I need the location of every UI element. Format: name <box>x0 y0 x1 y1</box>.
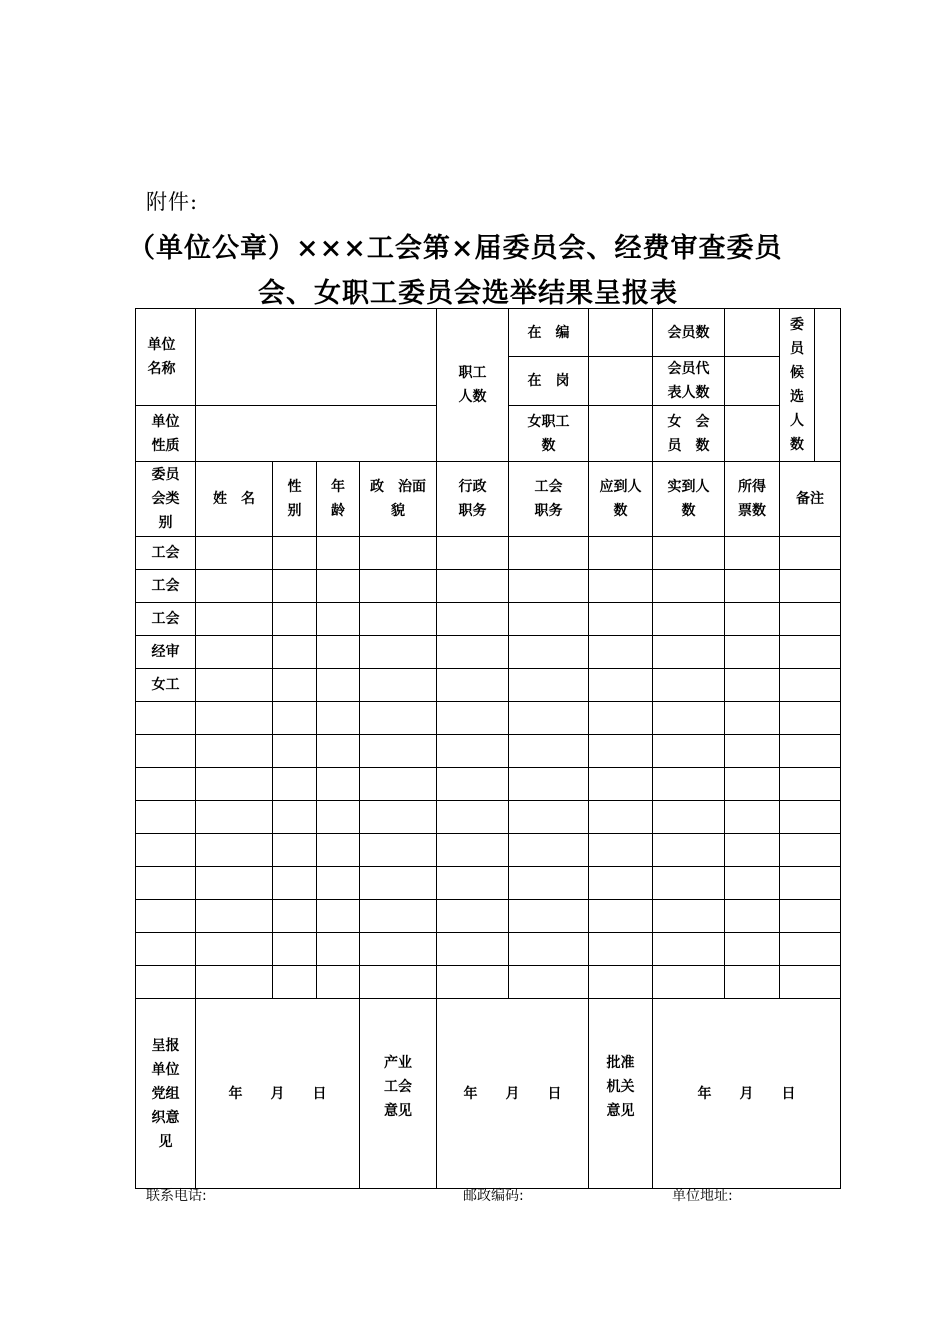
age-cell[interactable] <box>317 537 360 570</box>
gender-cell[interactable] <box>273 966 317 999</box>
unit-nature-field[interactable] <box>196 406 437 462</box>
member-count-field[interactable] <box>725 309 780 357</box>
gender-cell[interactable] <box>273 702 317 735</box>
attended-cell[interactable] <box>653 636 725 669</box>
form-title-line-2: 会、女职工委员会选举结果呈报表 <box>258 278 678 309</box>
votes-cell[interactable] <box>725 768 780 801</box>
political-cell[interactable] <box>360 834 437 867</box>
votes-cell[interactable] <box>725 702 780 735</box>
female-staff-field[interactable] <box>589 406 653 462</box>
remarks-cell[interactable] <box>780 768 841 801</box>
admin-post-cell[interactable] <box>437 834 509 867</box>
political-cell[interactable] <box>360 669 437 702</box>
votes-cell[interactable] <box>725 834 780 867</box>
admin-post-cell[interactable] <box>437 735 509 768</box>
table-row <box>136 702 841 735</box>
expected-cell[interactable] <box>589 702 653 735</box>
remarks-cell[interactable] <box>780 801 841 834</box>
committee-type-cell <box>136 900 196 933</box>
table-row <box>136 801 841 834</box>
admin-post-cell[interactable] <box>437 603 509 636</box>
approval-org-opinion-label: 批准机关意见 <box>589 999 653 1189</box>
union-post-cell[interactable] <box>509 702 589 735</box>
col-remarks: 备注 <box>780 462 841 537</box>
expected-cell[interactable] <box>589 669 653 702</box>
remarks-cell[interactable] <box>780 669 841 702</box>
votes-cell[interactable] <box>725 801 780 834</box>
political-cell[interactable] <box>360 702 437 735</box>
remarks-cell[interactable] <box>780 933 841 966</box>
committee-type-cell <box>136 867 196 900</box>
expected-cell[interactable] <box>589 636 653 669</box>
votes-cell[interactable] <box>725 570 780 603</box>
admin-post-cell[interactable] <box>437 669 509 702</box>
expected-cell[interactable] <box>589 735 653 768</box>
on-payroll-label: 在 编 <box>509 309 589 357</box>
gender-cell[interactable] <box>273 768 317 801</box>
name-cell[interactable] <box>196 603 273 636</box>
female-member-count-field[interactable] <box>725 406 780 462</box>
on-duty-label: 在 岗 <box>509 357 589 406</box>
gender-cell[interactable] <box>273 900 317 933</box>
attended-cell[interactable] <box>653 966 725 999</box>
admin-post-cell[interactable] <box>437 966 509 999</box>
political-cell[interactable] <box>360 900 437 933</box>
name-cell[interactable] <box>196 570 273 603</box>
table-row <box>136 603 841 636</box>
gender-cell[interactable] <box>273 537 317 570</box>
votes-cell[interactable] <box>725 966 780 999</box>
age-cell[interactable] <box>317 702 360 735</box>
col-political: 政 治面 貌 <box>360 462 437 537</box>
approval-org-date: 年 月 日 <box>697 1085 796 1102</box>
age-cell[interactable] <box>317 603 360 636</box>
name-cell[interactable] <box>196 636 273 669</box>
committee-type-cell: 女工 <box>136 669 196 702</box>
expected-cell[interactable] <box>589 867 653 900</box>
table-row <box>136 867 841 900</box>
admin-post-cell[interactable] <box>437 900 509 933</box>
candidate-count-label: 委员候选人数 <box>780 309 815 462</box>
contact-phone-label: 联系电话: <box>146 1188 207 1204</box>
female-staff-label: 女职工数 <box>509 406 589 462</box>
expected-cell[interactable] <box>589 966 653 999</box>
industry-union-opinion-label: 产业工会意见 <box>360 999 437 1189</box>
member-rep-count-label: 会员代表人数 <box>653 357 725 406</box>
table-row <box>136 636 841 669</box>
committee-type-cell <box>136 735 196 768</box>
party-org-date: 年 月 日 <box>228 1085 327 1102</box>
col-age: 年龄 <box>317 462 360 537</box>
female-member-count-label: 女 会 员 数 <box>653 406 725 462</box>
political-cell[interactable] <box>360 636 437 669</box>
table-row <box>136 768 841 801</box>
attended-cell[interactable] <box>653 933 725 966</box>
unit-name-label: 单位名称 <box>136 309 196 406</box>
committee-type-cell <box>136 801 196 834</box>
expected-cell[interactable] <box>589 834 653 867</box>
attended-cell[interactable] <box>653 900 725 933</box>
remarks-cell[interactable] <box>780 834 841 867</box>
attachment-label: 附件: <box>146 190 199 214</box>
gender-cell[interactable] <box>273 636 317 669</box>
committee-type-cell: 工会 <box>136 570 196 603</box>
gender-cell[interactable] <box>273 735 317 768</box>
name-cell[interactable] <box>196 669 273 702</box>
name-cell[interactable] <box>196 801 273 834</box>
political-cell[interactable] <box>360 603 437 636</box>
attended-cell[interactable] <box>653 735 725 768</box>
union-post-cell[interactable] <box>509 570 589 603</box>
votes-cell[interactable] <box>725 933 780 966</box>
member-count-label: 会员数 <box>653 309 725 357</box>
name-cell[interactable] <box>196 768 273 801</box>
union-post-cell[interactable] <box>509 669 589 702</box>
attended-cell[interactable] <box>653 603 725 636</box>
admin-post-cell[interactable] <box>437 768 509 801</box>
postcode-label: 邮政编码: <box>463 1188 524 1204</box>
unit-name-field[interactable] <box>196 309 437 406</box>
industry-union-opinion-field[interactable] <box>437 999 589 1189</box>
col-admin-post: 行政职务 <box>437 462 509 537</box>
committee-type-cell <box>136 702 196 735</box>
col-gender: 性别 <box>273 462 317 537</box>
name-cell[interactable] <box>196 900 273 933</box>
political-cell[interactable] <box>360 867 437 900</box>
age-cell[interactable] <box>317 768 360 801</box>
attended-cell[interactable] <box>653 702 725 735</box>
age-cell[interactable] <box>317 636 360 669</box>
union-post-cell[interactable] <box>509 966 589 999</box>
age-cell[interactable] <box>317 834 360 867</box>
admin-post-cell[interactable] <box>437 933 509 966</box>
industry-union-date: 年 月 日 <box>463 1085 562 1102</box>
candidate-count-field[interactable] <box>815 309 841 462</box>
name-cell[interactable] <box>196 933 273 966</box>
admin-post-cell[interactable] <box>437 867 509 900</box>
on-payroll-field[interactable] <box>589 309 653 357</box>
remarks-cell[interactable] <box>780 537 841 570</box>
table-row <box>136 933 841 966</box>
union-post-cell[interactable] <box>509 537 589 570</box>
committee-type-cell <box>136 834 196 867</box>
unit-nature-label: 单位性质 <box>136 406 196 462</box>
union-post-cell[interactable] <box>509 603 589 636</box>
political-cell[interactable] <box>360 570 437 603</box>
committee-type-cell: 工会 <box>136 537 196 570</box>
votes-cell[interactable] <box>725 867 780 900</box>
remarks-cell[interactable] <box>780 702 841 735</box>
member-rep-count-field[interactable] <box>725 357 780 406</box>
admin-post-cell[interactable] <box>437 702 509 735</box>
political-cell[interactable] <box>360 735 437 768</box>
committee-type-cell <box>136 933 196 966</box>
expected-cell[interactable] <box>589 768 653 801</box>
name-cell[interactable] <box>196 834 273 867</box>
table-row <box>136 537 841 570</box>
votes-cell[interactable] <box>725 669 780 702</box>
party-org-opinion-label: 呈报单位党组织意见 <box>136 999 196 1189</box>
political-cell[interactable] <box>360 933 437 966</box>
expected-cell[interactable] <box>589 603 653 636</box>
expected-cell[interactable] <box>589 537 653 570</box>
table-row <box>136 735 841 768</box>
gender-cell[interactable] <box>273 570 317 603</box>
remarks-cell[interactable] <box>780 735 841 768</box>
table-row <box>136 570 841 603</box>
votes-cell[interactable] <box>725 603 780 636</box>
party-org-opinion-field[interactable] <box>196 999 360 1189</box>
table-row <box>136 900 841 933</box>
remarks-cell[interactable] <box>780 570 841 603</box>
political-cell[interactable] <box>360 537 437 570</box>
admin-post-cell[interactable] <box>437 570 509 603</box>
attended-cell[interactable] <box>653 537 725 570</box>
age-cell[interactable] <box>317 933 360 966</box>
gender-cell[interactable] <box>273 801 317 834</box>
table-row <box>136 966 841 999</box>
political-cell[interactable] <box>360 801 437 834</box>
admin-post-cell[interactable] <box>437 801 509 834</box>
gender-cell[interactable] <box>273 867 317 900</box>
political-cell[interactable] <box>360 768 437 801</box>
name-cell[interactable] <box>196 735 273 768</box>
age-cell[interactable] <box>317 570 360 603</box>
committee-type-cell <box>136 966 196 999</box>
attended-cell[interactable] <box>653 801 725 834</box>
col-votes: 所得票数 <box>725 462 780 537</box>
col-union-post: 工会职务 <box>509 462 589 537</box>
age-cell[interactable] <box>317 867 360 900</box>
votes-cell[interactable] <box>725 900 780 933</box>
table-row <box>136 834 841 867</box>
election-report-table <box>135 308 841 1189</box>
gender-cell[interactable] <box>273 603 317 636</box>
col-committee-type: 委员会类别 <box>136 462 196 537</box>
admin-post-cell[interactable] <box>437 636 509 669</box>
staff-count-label: 职工人数 <box>437 309 509 462</box>
union-post-cell[interactable] <box>509 867 589 900</box>
union-post-cell[interactable] <box>509 735 589 768</box>
gender-cell[interactable] <box>273 933 317 966</box>
col-attended: 实到人数 <box>653 462 725 537</box>
remarks-cell[interactable] <box>780 636 841 669</box>
form-title-line-1: （单位公章）×××工会第×届委员会、经费审查委员 <box>128 233 783 264</box>
remarks-cell[interactable] <box>780 603 841 636</box>
approval-org-opinion-field[interactable] <box>653 999 841 1189</box>
expected-cell[interactable] <box>589 900 653 933</box>
committee-type-cell: 工会 <box>136 603 196 636</box>
unit-address-label: 单位地址: <box>672 1188 733 1204</box>
votes-cell[interactable] <box>725 636 780 669</box>
union-post-cell[interactable] <box>509 636 589 669</box>
gender-cell[interactable] <box>273 669 317 702</box>
age-cell[interactable] <box>317 966 360 999</box>
name-cell[interactable] <box>196 966 273 999</box>
political-cell[interactable] <box>360 966 437 999</box>
age-cell[interactable] <box>317 801 360 834</box>
union-post-cell[interactable] <box>509 834 589 867</box>
on-duty-field[interactable] <box>589 357 653 406</box>
committee-type-cell <box>136 768 196 801</box>
committee-type-cell: 经审 <box>136 636 196 669</box>
expected-cell[interactable] <box>589 570 653 603</box>
remarks-cell[interactable] <box>780 867 841 900</box>
name-cell[interactable] <box>196 867 273 900</box>
expected-cell[interactable] <box>589 801 653 834</box>
age-cell[interactable] <box>317 900 360 933</box>
age-cell[interactable] <box>317 735 360 768</box>
attended-cell[interactable] <box>653 834 725 867</box>
votes-cell[interactable] <box>725 537 780 570</box>
attended-cell[interactable] <box>653 669 725 702</box>
table-row <box>136 669 841 702</box>
col-expected: 应到人数 <box>589 462 653 537</box>
admin-post-cell[interactable] <box>437 537 509 570</box>
union-post-cell[interactable] <box>509 900 589 933</box>
col-name: 姓 名 <box>196 462 273 537</box>
attended-cell[interactable] <box>653 867 725 900</box>
name-cell[interactable] <box>196 537 273 570</box>
votes-cell[interactable] <box>725 735 780 768</box>
union-post-cell[interactable] <box>509 933 589 966</box>
name-cell[interactable] <box>196 702 273 735</box>
gender-cell[interactable] <box>273 834 317 867</box>
attended-cell[interactable] <box>653 768 725 801</box>
age-cell[interactable] <box>317 669 360 702</box>
attended-cell[interactable] <box>653 570 725 603</box>
remarks-cell[interactable] <box>780 900 841 933</box>
expected-cell[interactable] <box>589 933 653 966</box>
union-post-cell[interactable] <box>509 801 589 834</box>
remarks-cell[interactable] <box>780 966 841 999</box>
union-post-cell[interactable] <box>509 768 589 801</box>
